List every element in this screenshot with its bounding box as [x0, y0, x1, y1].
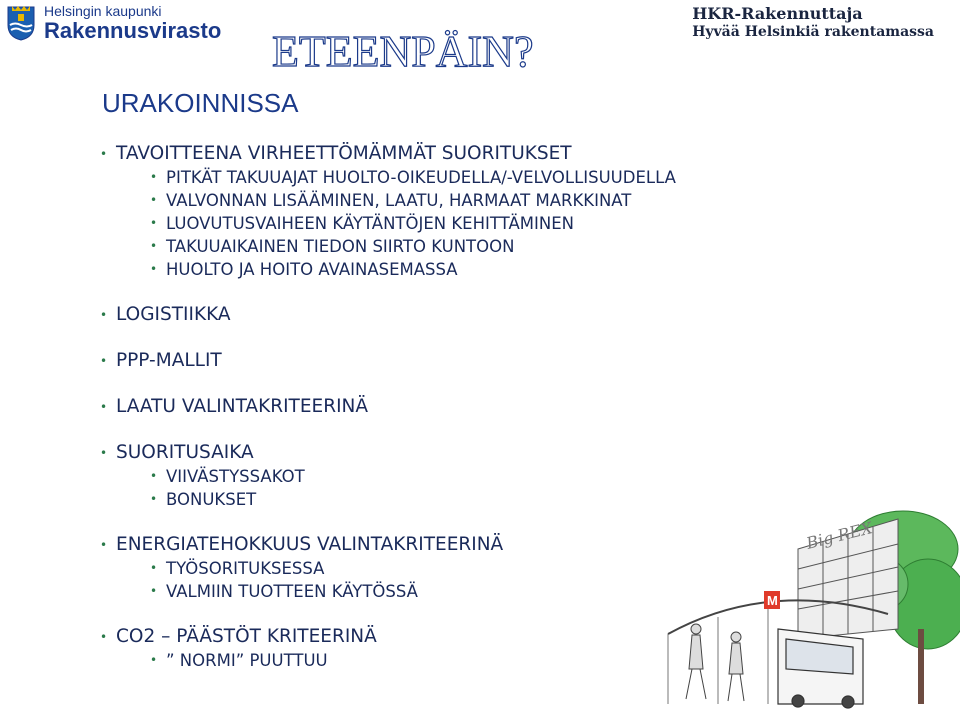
partner-slogan: Hyvää Helsinkiä rakentamassa [692, 24, 934, 40]
station-sign: Big REX [804, 518, 875, 553]
list-item: • ENERGIATEHOKKUUS VALINTAKRITEERINÄ [100, 533, 720, 557]
sub-list-item: • ” NORMI” PUUTTUU [100, 649, 720, 672]
helsinki-crest-icon [6, 5, 36, 41]
metro-sign-letter: M [767, 593, 778, 608]
list-item: • TAVOITTEENA VIRHEETTÖMÄMMÄT SUORITUKSET [100, 142, 720, 166]
sub-list-item: • TYÖSORITUKSESSA [100, 557, 720, 580]
list-item: • LAATU VALINTAKRITEERINÄ [100, 395, 720, 419]
sub-list-item: • BONUKSET [100, 488, 720, 511]
org-main-label: Rakennusvirasto [44, 18, 222, 43]
page-subtitle: URAKOINNISSA [102, 88, 299, 118]
tram-icon [778, 629, 863, 708]
sub-list-item: • VIIVÄSTYSSAKOT [100, 465, 720, 488]
list-item: • CO2 – PÄÄSTÖT KRITEERINÄ [100, 625, 720, 649]
sub-list-item: • TAKUUAIKAINEN TIEDON SIIRTO KUNTOON [100, 235, 720, 258]
bullet-list [100, 142, 720, 672]
list-item: • SUORITUSAIKA [100, 441, 720, 465]
partner-logo [692, 4, 934, 40]
sub-list-item: • LUOVUTUSVAIHEEN KÄYTÄNTÖJEN KEHITTÄMINEN [100, 212, 720, 235]
org-sub-label: Helsingin kaupunki [44, 3, 162, 19]
city-logo [6, 4, 221, 42]
sub-list-item: • PITKÄT TAKUUAJAT HUOLTO-OIKEUDELLA/-VELVOLLISUUDELLA [100, 166, 720, 189]
list-item: • PPP-MALLIT [100, 349, 720, 373]
sub-list-item: • VALMIIN TUOTTEEN KÄYTÖSSÄ [100, 580, 720, 603]
sub-list-item: • HUOLTO JA HOITO AVAINASEMASSA [100, 258, 720, 281]
sub-list-item: • VALVONNAN LISÄÄMINEN, LAATU, HARMAAT MARKKINAT [100, 189, 720, 212]
list-item: • LOGISTIIKKA [100, 303, 720, 327]
page-title: ETEENPÄIN? [272, 27, 534, 76]
pedestrians-icon [686, 624, 744, 701]
station-illustration [648, 509, 960, 709]
partner-name: HKR-Rakennuttaja [692, 4, 863, 23]
